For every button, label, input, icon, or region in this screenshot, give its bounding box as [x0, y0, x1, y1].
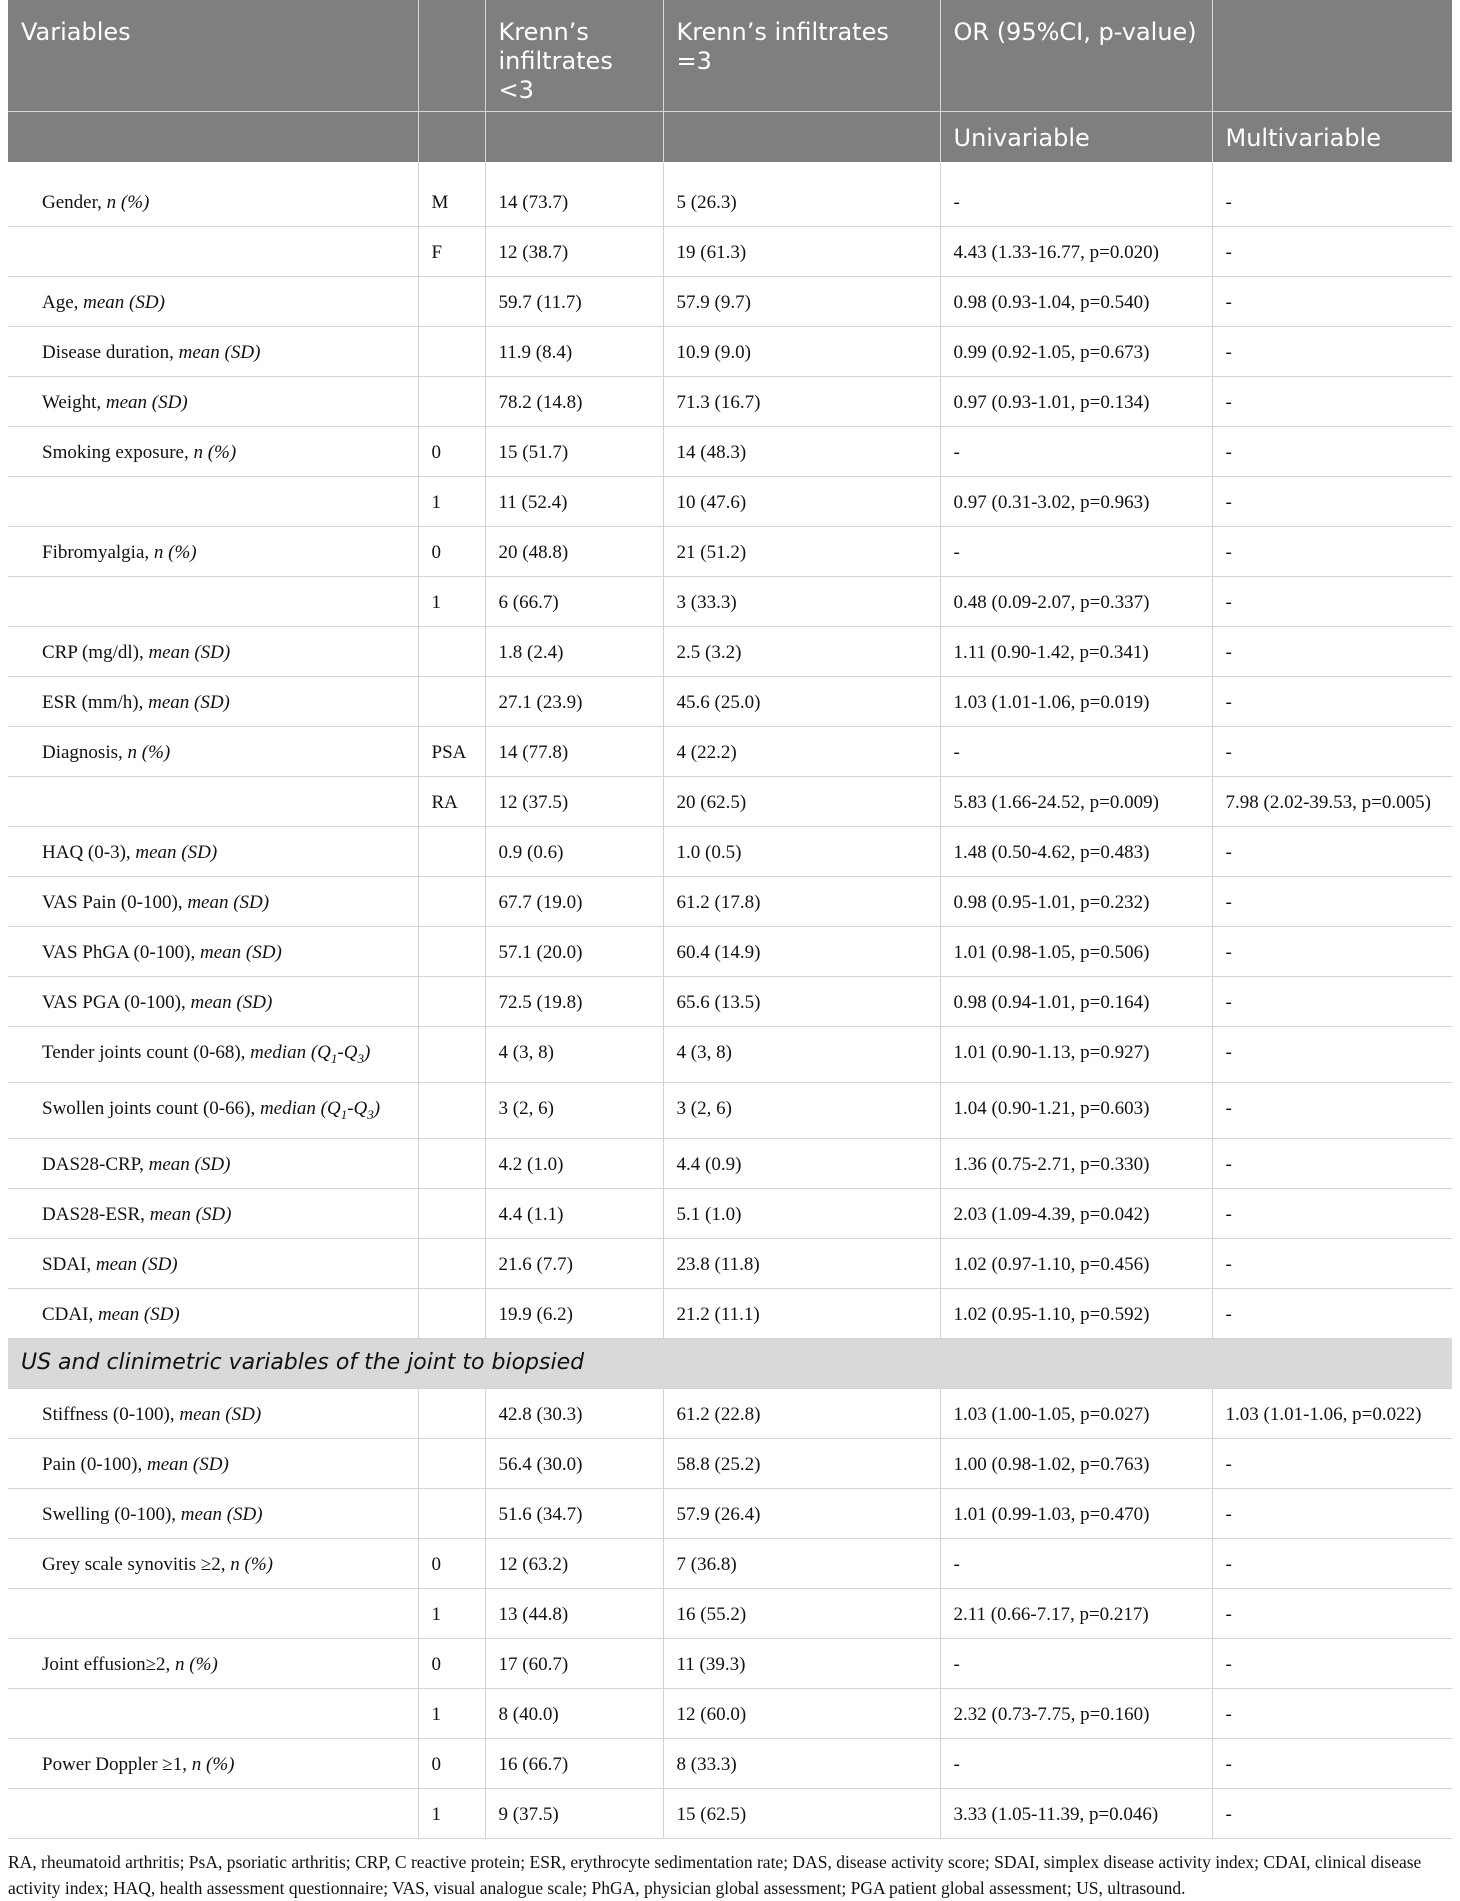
- krenn-lt3-cell: 8 (40.0): [485, 1688, 663, 1738]
- statistic-label: mean (SD): [97, 1303, 180, 1325]
- table-row: [8, 1188, 1452, 1238]
- variable-label: Weight,: [42, 392, 106, 413]
- variable-label: Stiffness (0-100),: [42, 1403, 180, 1425]
- subgroup-cell: [418, 877, 485, 927]
- subgroup-cell: 0: [418, 527, 485, 577]
- subgroup-cell: [418, 277, 485, 327]
- univariable-cell: 0.97 (0.31-3.02, p=0.963): [940, 477, 1212, 527]
- krenn-eq3-cell: 10 (47.6): [663, 477, 940, 527]
- krenn-lt3-cell: 57.1 (20.0): [485, 927, 663, 977]
- multivariable-cell: -: [1212, 1082, 1452, 1138]
- subgroup-cell: [418, 1138, 485, 1188]
- multivariable-cell: 7.98 (2.02-39.53, p=0.005): [1212, 777, 1452, 827]
- krenn-eq3-cell: 4 (3, 8): [663, 1027, 940, 1083]
- table-row: [8, 777, 1452, 827]
- krenn-lt3-cell: 12 (38.7): [485, 227, 663, 277]
- table-row: [8, 427, 1452, 477]
- krenn-eq3-cell: 61.2 (17.8): [663, 877, 940, 927]
- statistic-label: mean (SD): [190, 992, 273, 1013]
- univariable-cell: 1.01 (0.99-1.03, p=0.470): [940, 1488, 1212, 1538]
- subgroup-cell: [418, 327, 485, 377]
- multivariable-cell: -: [1212, 1138, 1452, 1188]
- krenn-eq3-cell: 4 (22.2): [663, 727, 940, 777]
- krenn-lt3-cell: 12 (63.2): [485, 1538, 663, 1588]
- univariable-cell: -: [940, 1638, 1212, 1688]
- variable-cell: [8, 1788, 418, 1838]
- univariable-cell: -: [940, 1538, 1212, 1588]
- univariable-cell: 1.02 (0.95-1.10, p=0.592): [940, 1288, 1212, 1338]
- univariable-cell: -: [940, 1738, 1212, 1788]
- table-row: [8, 1288, 1452, 1338]
- univariable-cell: 5.83 (1.66-24.52, p=0.009): [940, 777, 1212, 827]
- univariable-cell: 0.48 (0.09-2.07, p=0.337): [940, 577, 1212, 627]
- krenn-eq3-cell: 21.2 (11.1): [663, 1288, 940, 1338]
- table-row: [8, 327, 1452, 377]
- krenn-eq3-cell: 16 (55.2): [663, 1588, 940, 1638]
- statistic-label: mean (SD): [180, 1503, 263, 1525]
- krenn-lt3-cell: 17 (60.7): [485, 1638, 663, 1688]
- variable-cell: [8, 1188, 418, 1238]
- krenn-eq3-cell: 12 (60.0): [663, 1688, 940, 1738]
- univariable-cell: 2.03 (1.09-4.39, p=0.042): [940, 1188, 1212, 1238]
- statistic-label: n (%): [153, 542, 197, 563]
- subgroup-cell: 0: [418, 1738, 485, 1788]
- variable-cell: [8, 927, 418, 977]
- subgroup-cell: [418, 1238, 485, 1288]
- multivariable-cell: -: [1212, 627, 1452, 677]
- krenn-lt3-cell: 13 (44.8): [485, 1588, 663, 1638]
- table-row: [8, 527, 1452, 577]
- krenn-eq3-cell: 60.4 (14.9): [663, 927, 940, 977]
- multivariable-cell: -: [1212, 877, 1452, 927]
- variable-label: SDAI,: [42, 1253, 96, 1275]
- variable-label: VAS PhGA (0-100),: [42, 942, 201, 963]
- subgroup-cell: [418, 1027, 485, 1083]
- subgroup-cell: [418, 627, 485, 677]
- multivariable-cell: 1.03 (1.01-1.06, p=0.022): [1212, 1388, 1452, 1438]
- krenn-eq3-cell: 21 (51.2): [663, 527, 940, 577]
- krenn-lt3-cell: 16 (66.7): [485, 1738, 663, 1788]
- krenn-lt3-cell: 67.7 (19.0): [485, 877, 663, 927]
- subgroup-cell: [418, 1082, 485, 1138]
- krenn-lt3-cell: 27.1 (23.9): [485, 677, 663, 727]
- subgroup-cell: 1: [418, 477, 485, 527]
- univariable-cell: 1.11 (0.90-1.42, p=0.341): [940, 627, 1212, 677]
- subgroup-cell: RA: [418, 777, 485, 827]
- krenn-lt3-cell: 56.4 (30.0): [485, 1438, 663, 1488]
- statistic-label: mean (SD): [179, 1403, 262, 1425]
- table-row: [8, 877, 1452, 927]
- multivariable-cell: -: [1212, 677, 1452, 727]
- univariable-cell: -: [940, 162, 1212, 227]
- table-body-clinical: [8, 162, 1452, 1338]
- statistic-label: mean (SD): [83, 292, 165, 313]
- variable-cell: [8, 1082, 418, 1138]
- subgroup-cell: F: [418, 227, 485, 277]
- krenn-eq3-cell: 15 (62.5): [663, 1788, 940, 1838]
- subgroup-cell: [418, 1188, 485, 1238]
- krenn-eq3-cell: 7 (36.8): [663, 1538, 940, 1588]
- multivariable-cell: -: [1212, 577, 1452, 627]
- krenn-eq3-cell: 57.9 (26.4): [663, 1488, 940, 1538]
- univariable-cell: 0.97 (0.93-1.01, p=0.134): [940, 377, 1212, 427]
- statistic-label: mean (SD): [148, 642, 231, 663]
- multivariable-cell: -: [1212, 1588, 1452, 1638]
- univariable-cell: 1.36 (0.75-2.71, p=0.330): [940, 1138, 1212, 1188]
- header-subgroup: [418, 0, 485, 112]
- variable-label: Swelling (0-100),: [42, 1503, 181, 1525]
- variable-cell: [8, 427, 418, 477]
- table-row: [8, 377, 1452, 427]
- krenn-eq3-cell: 1.0 (0.5): [663, 827, 940, 877]
- subgroup-cell: [418, 1438, 485, 1488]
- multivariable-cell: -: [1212, 527, 1452, 577]
- subgroup-cell: [418, 977, 485, 1027]
- multivariable-cell: -: [1212, 1438, 1452, 1488]
- krenn-lt3-cell: 14 (77.8): [485, 727, 663, 777]
- krenn-eq3-cell: 20 (62.5): [663, 777, 940, 827]
- krenn-lt3-cell: 3 (2, 6): [485, 1082, 663, 1138]
- krenn-lt3-cell: 19.9 (6.2): [485, 1288, 663, 1338]
- krenn-eq3-cell: 19 (61.3): [663, 227, 940, 277]
- krenn-eq3-cell: 57.9 (9.7): [663, 277, 940, 327]
- krenn-lt3-cell: 21.6 (7.7): [485, 1238, 663, 1288]
- table-row: [8, 1027, 1452, 1083]
- table-row: [8, 1238, 1452, 1288]
- statistic-label: mean (SD): [147, 1453, 229, 1475]
- krenn-eq3-cell: 58.8 (25.2): [663, 1438, 940, 1488]
- subgroup-cell: M: [418, 162, 485, 227]
- krenn-eq3-cell: 23.8 (11.8): [663, 1238, 940, 1288]
- table-body-joint: [8, 1388, 1452, 1838]
- table-row: [8, 1638, 1452, 1688]
- variable-cell: [8, 1238, 418, 1288]
- krenn-eq3-cell: 45.6 (25.0): [663, 677, 940, 727]
- variable-label: DAS28-CRP,: [42, 1153, 149, 1175]
- multivariable-cell: -: [1212, 277, 1452, 327]
- univariable-cell: 1.04 (0.90-1.21, p=0.603): [940, 1082, 1212, 1138]
- multivariable-cell: -: [1212, 1027, 1452, 1083]
- subgroup-cell: 1: [418, 1688, 485, 1738]
- multivariable-cell: -: [1212, 727, 1452, 777]
- univariable-cell: 2.32 (0.73-7.75, p=0.160): [940, 1688, 1212, 1738]
- krenn-lt3-cell: 59.7 (11.7): [485, 277, 663, 327]
- variable-cell: [8, 1438, 418, 1488]
- statistic-label: mean (SD): [148, 692, 230, 713]
- variable-cell: [8, 1738, 418, 1788]
- univariable-cell: 2.11 (0.66-7.17, p=0.217): [940, 1588, 1212, 1638]
- krenn-eq3-cell: 5 (26.3): [663, 162, 940, 227]
- subgroup-cell: [418, 1488, 485, 1538]
- multivariable-cell: -: [1212, 827, 1452, 877]
- subgroup-cell: 0: [418, 1538, 485, 1588]
- univariable-cell: 1.03 (1.01-1.06, p=0.019): [940, 677, 1212, 727]
- statistic-label: mean (SD): [200, 942, 282, 963]
- variable-cell: [8, 577, 418, 627]
- table-row: [8, 927, 1452, 977]
- table-row: [8, 227, 1452, 277]
- statistic-label: mean (SD): [105, 392, 188, 413]
- variable-label: VAS Pain (0-100),: [42, 892, 188, 913]
- table-row: [8, 1738, 1452, 1788]
- variable-cell: [8, 377, 418, 427]
- variable-label: HAQ (0-3),: [42, 842, 136, 863]
- section-row: [8, 1338, 1452, 1388]
- krenn-lt3-cell: 4 (3, 8): [485, 1027, 663, 1083]
- krenn-eq3-cell: 65.6 (13.5): [663, 977, 940, 1027]
- variable-cell: [8, 1388, 418, 1438]
- univariable-cell: 1.01 (0.98-1.05, p=0.506): [940, 927, 1212, 977]
- krenn-lt3-cell: 11.9 (8.4): [485, 327, 663, 377]
- variable-label: Power Doppler ≥1,: [42, 1753, 192, 1775]
- univariable-cell: 1.48 (0.50-4.62, p=0.483): [940, 827, 1212, 877]
- krenn-eq3-cell: 3 (33.3): [663, 577, 940, 627]
- table-row: [8, 677, 1452, 727]
- krenn-lt3-cell: 11 (52.4): [485, 477, 663, 527]
- univariable-cell: 1.03 (1.00-1.05, p=0.027): [940, 1388, 1212, 1438]
- subgroup-cell: 1: [418, 1788, 485, 1838]
- univariable-cell: -: [940, 527, 1212, 577]
- multivariable-cell: -: [1212, 1488, 1452, 1538]
- krenn-lt3-cell: 4.4 (1.1): [485, 1188, 663, 1238]
- multivariable-cell: -: [1212, 1738, 1452, 1788]
- krenn-eq3-cell: 71.3 (16.7): [663, 377, 940, 427]
- subgroup-cell: 1: [418, 1588, 485, 1638]
- multivariable-cell: -: [1212, 1788, 1452, 1838]
- variable-cell: [8, 777, 418, 827]
- variable-label: CRP (mg/dl),: [42, 642, 149, 663]
- multivariable-cell: -: [1212, 377, 1452, 427]
- variable-cell: [8, 1638, 418, 1688]
- statistic-label: mean (SD): [187, 892, 270, 913]
- variable-label: Tender joints count (0-68),: [42, 1042, 251, 1063]
- variable-cell: [8, 627, 418, 677]
- table-row: [8, 1588, 1452, 1638]
- krenn-lt3-cell: 4.2 (1.0): [485, 1138, 663, 1188]
- multivariable-cell: -: [1212, 1188, 1452, 1238]
- multivariable-cell: -: [1212, 162, 1452, 227]
- footnote: RA, rheumatoid arthritis; PsA, psoriatic arthritis; CRP, C reactive protein; ESR, erythrocyte sedimentation rate; DAS, disease activity score; SDAI, simplex disease activity index; CDAI, clinical disease activity index; HAQ, health assessment questionnaire; VAS, visual analogue scale; PhGA, physician global assessment; PGA patient global assessment; US, ultrasound.: [8, 1851, 1422, 1898]
- statistic-label: mean (SD): [178, 342, 261, 363]
- multivariable-cell: -: [1212, 1688, 1452, 1738]
- variable-label: Smoking exposure,: [42, 442, 194, 463]
- variable-label: Disease duration,: [42, 342, 179, 363]
- header-or: OR (95%CI, p-value): [940, 0, 1212, 112]
- variable-label: Fibromyalgia,: [42, 542, 154, 563]
- variable-cell: [8, 1488, 418, 1538]
- krenn-eq3-cell: 2.5 (3.2): [663, 627, 940, 677]
- subgroup-cell: 0: [418, 1638, 485, 1688]
- table-row: [8, 977, 1452, 1027]
- krenn-lt3-cell: 0.9 (0.6): [485, 827, 663, 877]
- multivariable-cell: -: [1212, 977, 1452, 1027]
- variable-cell: [8, 277, 418, 327]
- table-row: [8, 1688, 1452, 1738]
- table-row: [8, 827, 1452, 877]
- multivariable-cell: -: [1212, 1638, 1452, 1688]
- variable-cell: [8, 1588, 418, 1638]
- subgroup-cell: [418, 377, 485, 427]
- univariable-cell: 4.43 (1.33-16.77, p=0.020): [940, 227, 1212, 277]
- table-row: [8, 477, 1452, 527]
- variable-label: Diagnosis,: [42, 742, 128, 763]
- statistic-label: n (%): [191, 1753, 235, 1775]
- subgroup-cell: [418, 1388, 485, 1438]
- krenn-eq3-cell: 10.9 (9.0): [663, 327, 940, 377]
- table-row: [8, 577, 1452, 627]
- header-row: [8, 0, 1452, 112]
- table-row: [8, 1538, 1452, 1588]
- table-row: [8, 1438, 1452, 1488]
- multivariable-cell: -: [1212, 477, 1452, 527]
- table-row: [8, 627, 1452, 677]
- univariable-cell: 0.98 (0.95-1.01, p=0.232): [940, 877, 1212, 927]
- subgroup-cell: [418, 927, 485, 977]
- table-row: [8, 162, 1452, 227]
- variable-label: Joint effusion≥2,: [42, 1653, 176, 1675]
- variable-label: Grey scale synovitis ≥2,: [42, 1553, 231, 1575]
- table-row: [8, 1488, 1452, 1538]
- subgroup-cell: [418, 827, 485, 877]
- subgroup-cell: PSA: [418, 727, 485, 777]
- univariable-cell: 0.98 (0.93-1.04, p=0.540): [940, 277, 1212, 327]
- subgroup-cell: [418, 677, 485, 727]
- statistic-label: mean (SD): [95, 1253, 178, 1275]
- multivariable-cell: -: [1212, 427, 1452, 477]
- krenn-lt3-cell: 72.5 (19.8): [485, 977, 663, 1027]
- statistic-label: n (%): [230, 1553, 273, 1575]
- table-row: [8, 1788, 1452, 1838]
- variable-cell: [8, 162, 418, 227]
- krenn-eq3-cell: 14 (48.3): [663, 427, 940, 477]
- statistic-label: median $(Q_1-Q_3)$: [250, 1042, 371, 1066]
- krenn-lt3-cell: 15 (51.7): [485, 427, 663, 477]
- krenn-lt3-cell: 6 (66.7): [485, 577, 663, 627]
- results-table: [8, 0, 1452, 1839]
- variable-label: Gender,: [42, 192, 107, 213]
- variable-cell: [8, 827, 418, 877]
- table-row: [8, 1138, 1452, 1188]
- krenn-lt3-cell: 78.2 (14.8): [485, 377, 663, 427]
- variable-cell: [8, 977, 418, 1027]
- krenn-eq3-cell: 4.4 (0.9): [663, 1138, 940, 1188]
- variable-cell: [8, 227, 418, 277]
- krenn-lt3-cell: 14 (73.7): [485, 162, 663, 227]
- header-subrow: [8, 112, 1452, 163]
- variable-cell: [8, 677, 418, 727]
- table-row: [8, 1082, 1452, 1138]
- multivariable-cell: -: [1212, 927, 1452, 977]
- variable-cell: [8, 527, 418, 577]
- multivariable-cell: -: [1212, 1288, 1452, 1338]
- variable-label: CDAI,: [42, 1303, 98, 1325]
- variable-cell: [8, 727, 418, 777]
- header-univariable: Univariable: [940, 112, 1212, 163]
- statistic-label: n (%): [193, 442, 237, 463]
- multivariable-cell: -: [1212, 227, 1452, 277]
- univariable-cell: 1.01 (0.90-1.13, p=0.927): [940, 1027, 1212, 1083]
- statistic-label: n (%): [127, 742, 171, 763]
- krenn-lt3-cell: 12 (37.5): [485, 777, 663, 827]
- variable-cell: [8, 1138, 418, 1188]
- krenn-lt3-cell: 20 (48.8): [485, 527, 663, 577]
- krenn-eq3-cell: 3 (2, 6): [663, 1082, 940, 1138]
- table-container: [8, 0, 1452, 1901]
- variable-cell: [8, 477, 418, 527]
- univariable-cell: 1.00 (0.98-1.02, p=0.763): [940, 1438, 1212, 1488]
- section-header: [8, 1338, 1452, 1388]
- statistic-label: mean (SD): [149, 1203, 232, 1225]
- variable-cell: [8, 1538, 418, 1588]
- statistic-label: n (%): [175, 1653, 218, 1675]
- header-blank: [1212, 0, 1452, 112]
- univariable-cell: 0.98 (0.94-1.01, p=0.164): [940, 977, 1212, 1027]
- krenn-lt3-cell: 42.8 (30.3): [485, 1388, 663, 1438]
- variable-label: ESR (mm/h),: [42, 692, 149, 713]
- subgroup-cell: [418, 1288, 485, 1338]
- variable-label: Age,: [42, 292, 84, 313]
- variable-label: VAS PGA (0-100),: [42, 992, 191, 1013]
- header-multivariable: Multivariable: [1212, 112, 1452, 163]
- krenn-lt3-cell: 51.6 (34.7): [485, 1488, 663, 1538]
- variable-cell: [8, 327, 418, 377]
- variable-label: Pain (0-100),: [42, 1453, 148, 1475]
- multivariable-cell: -: [1212, 1538, 1452, 1588]
- header-krenn-eq3: Krenn’s infiltrates =3: [663, 0, 940, 112]
- krenn-eq3-cell: 11 (39.3): [663, 1638, 940, 1688]
- table-row: [8, 1388, 1452, 1438]
- variable-cell: [8, 1288, 418, 1338]
- table-row: [8, 277, 1452, 327]
- table-row: [8, 727, 1452, 777]
- krenn-lt3-cell: 9 (37.5): [485, 1788, 663, 1838]
- subgroup-cell: 0: [418, 427, 485, 477]
- krenn-eq3-cell: 61.2 (22.8): [663, 1388, 940, 1438]
- variable-cell: [8, 1027, 418, 1083]
- statistic-label: mean (SD): [148, 1153, 231, 1175]
- univariable-cell: -: [940, 427, 1212, 477]
- statistic-label: median $(Q_1-Q_3)$: [259, 1097, 381, 1122]
- subgroup-cell: 1: [418, 577, 485, 627]
- variable-cell: [8, 877, 418, 927]
- univariable-cell: 1.02 (0.97-1.10, p=0.456): [940, 1238, 1212, 1288]
- statistic-label: mean (SD): [135, 842, 218, 863]
- krenn-eq3-cell: 8 (33.3): [663, 1738, 940, 1788]
- variable-cell: [8, 1688, 418, 1738]
- multivariable-cell: -: [1212, 327, 1452, 377]
- statistic-label: n (%): [106, 192, 150, 213]
- multivariable-cell: -: [1212, 1238, 1452, 1288]
- univariable-cell: 0.99 (0.92-1.05, p=0.673): [940, 327, 1212, 377]
- variable-label: Swollen joints count (0-66),: [42, 1097, 260, 1119]
- header-krenn-lt3: Krenn’s infiltrates <3: [485, 0, 663, 112]
- variable-label: DAS28-ESR,: [42, 1203, 150, 1225]
- krenn-eq3-cell: 5.1 (1.0): [663, 1188, 940, 1238]
- univariable-cell: 3.33 (1.05-11.39, p=0.046): [940, 1788, 1212, 1838]
- univariable-cell: -: [940, 727, 1212, 777]
- section-title: US and clinimetric variables of the joint to biopsied: [8, 1338, 1452, 1388]
- krenn-lt3-cell: 1.8 (2.4): [485, 627, 663, 677]
- header-variables: Variables: [8, 0, 418, 112]
